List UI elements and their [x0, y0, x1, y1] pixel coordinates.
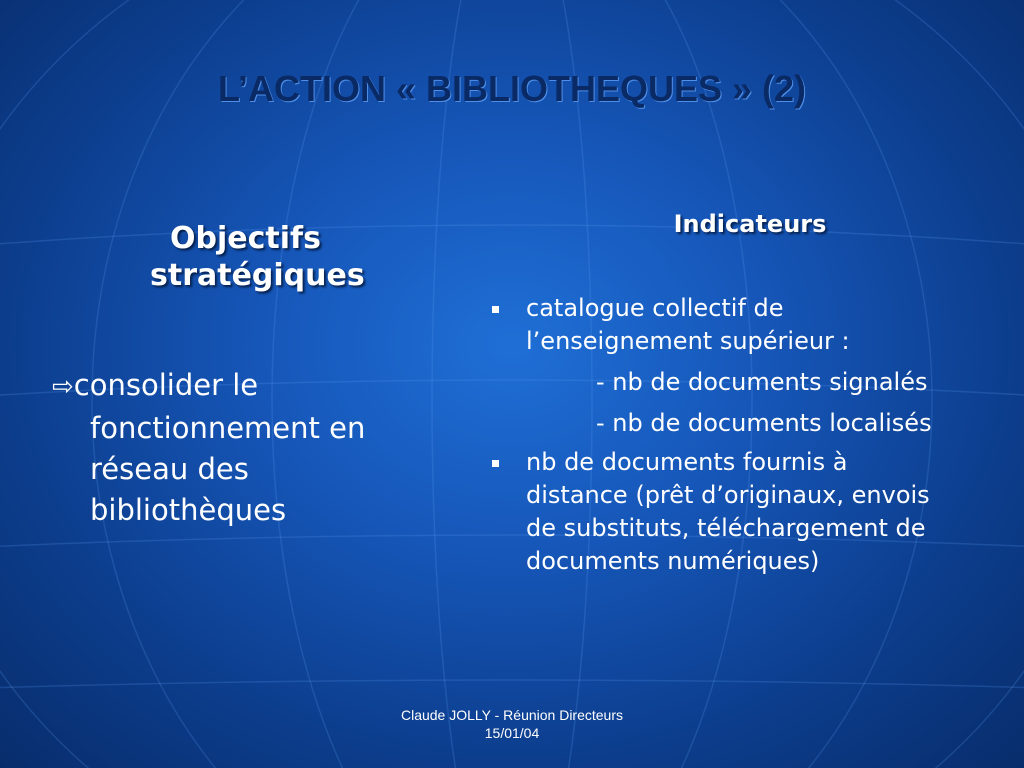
- square-bullet-icon: [492, 460, 499, 467]
- sub-item-localises: - nb de documents localisés: [596, 409, 932, 437]
- footer-date: 15/01/04: [484, 725, 540, 741]
- item2-line-4: documents numériques): [526, 547, 820, 575]
- right-column-heading: Indicateurs: [673, 210, 827, 238]
- square-bullet-icon: [492, 306, 499, 313]
- left-heading-line2: stratégiques: [150, 258, 365, 293]
- item1-line-2: l’enseignement supérieur :: [526, 327, 850, 355]
- left-line-3: réseau des: [90, 452, 249, 486]
- left-bullet-first-line: [52, 365, 432, 408]
- item2-line-2: distance (prêt d’originaux, envois: [526, 481, 930, 509]
- item1-line-1: catalogue collectif de: [526, 294, 784, 322]
- indicator-item-catalogue: [488, 292, 1018, 440]
- left-heading-line1: Objectifs: [170, 221, 321, 256]
- left-line-2: fonctionnement en: [90, 411, 366, 445]
- left-column-bullet: [52, 365, 432, 531]
- item2-line-3: de substituts, téléchargement de: [526, 514, 926, 542]
- right-column-list: [488, 292, 1018, 578]
- slide-footer: [0, 706, 1024, 742]
- indicator-item-documents-fournis: [488, 446, 1018, 578]
- left-line-1: consolider le: [73, 368, 259, 402]
- footer-author: Claude JOLLY - Réunion Directeurs: [400, 707, 624, 723]
- item2-line-1: nb de documents fournis à: [526, 448, 848, 476]
- sub-item-signales: - nb de documents signalés: [596, 368, 928, 396]
- left-column-heading: [150, 220, 410, 294]
- left-line-4: bibliothèques: [90, 493, 287, 527]
- arrow-right-outline-icon: ⇨: [52, 372, 74, 402]
- slide-title: L’ACTION « BIBLIOTHEQUES » (2): [217, 68, 807, 109]
